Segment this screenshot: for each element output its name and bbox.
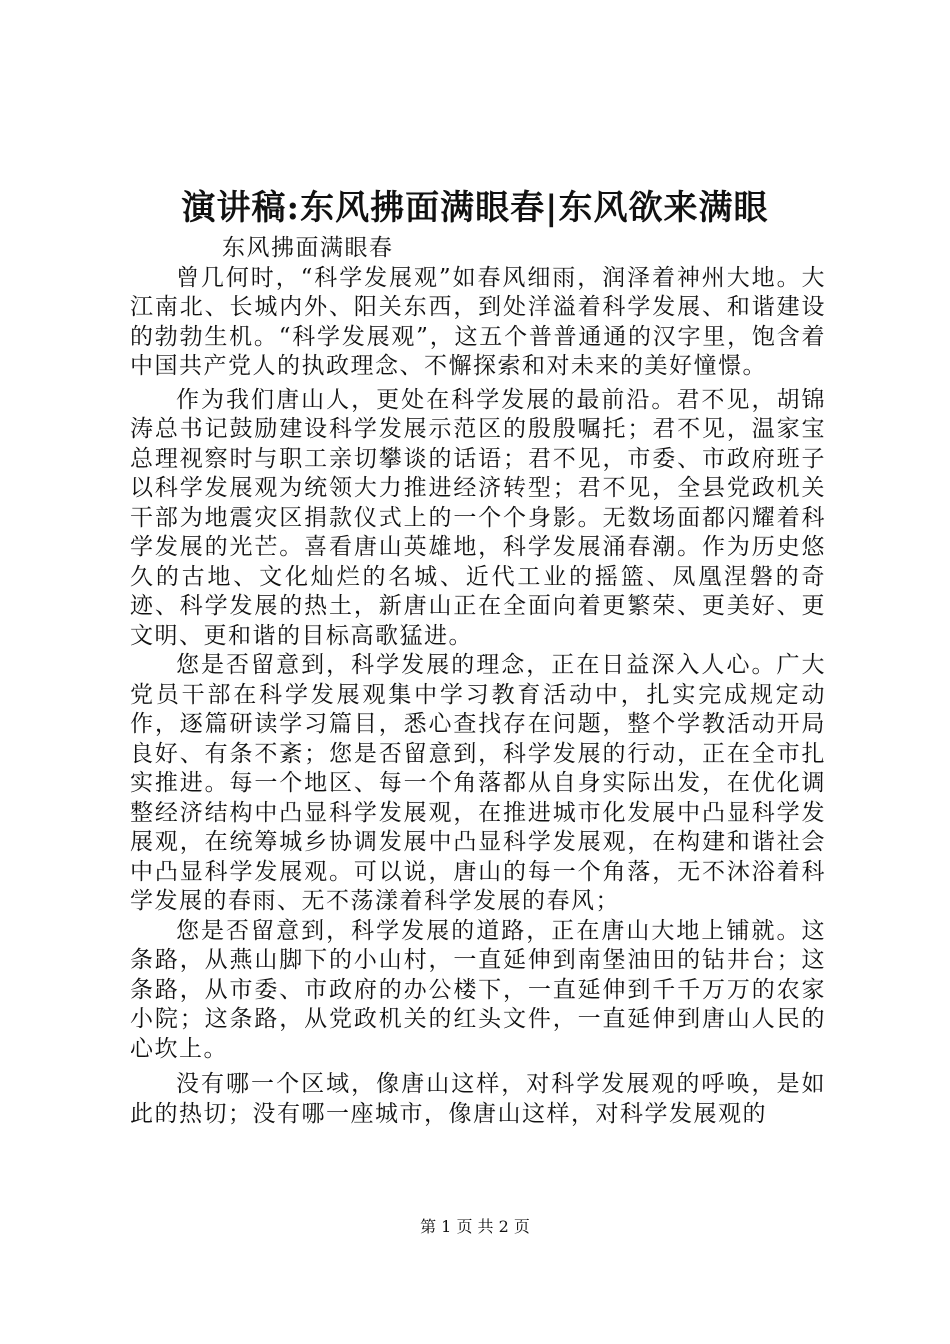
- document-subtitle: 东风拂面满眼春: [222, 235, 394, 261]
- paragraph: 您是否留意到，科学发展的道路，正在唐山大地上铺就。这条路，从燕山脚下的小山村，一直延伸到南堡油田的钻井台；这条路，从市委、市政府的办公楼下，一直延伸到千千万万的农家小院；这条路，从党政机关的红头文件，一直延伸到唐山人民的心坎上。: [130, 917, 826, 1062]
- paragraph: 作为我们唐山人，更处在科学发展的最前沿。君不见，胡锦涛总书记鼓励建设科学发展示范区的殷殷嘱托；君不见，温家宝总理视察时与职工亲切攀谈的话语；君不见，市委、市政府班子以科学发展观为统领大力推进经济转型；君不见，全县党政机关干部为地震灾区捐款仪式上的一个个身影。无数场面都闪耀着科学发展的光芒。喜看唐山英雄地，科学发展涌春潮。作为历史悠久的古地、文化灿烂的名城、近代工业的摇篮、凤凰涅磐的奇迹、科学发展的热土，新唐山正在全面向着更繁荣、更美好、更文明、更和谐的目标高歌猛进。: [130, 386, 826, 649]
- page-footer: 第 1 页 共 2 页: [420, 1217, 530, 1236]
- document-body: [130, 234, 826, 1129]
- paragraph: 曾几何时，“科学发展观”如春风细雨，润泽着神州大地。大江南北、长城内外、阳关东西，到处洋溢着科学发展、和谐建设的勃勃生机。“科学发展观”，这五个普普通通的汉字里，饱含着中国共产党人的执政理念、不懈探索和对未来的美好憧憬。: [130, 264, 826, 379]
- document-title: 演讲稿:东风拂面满眼春|东风欲来满眼: [181, 188, 769, 228]
- paragraph: 没有哪一个区域，像唐山这样，对科学发展观的呼唤，是如此的热切；没有哪一座城市，像唐山这样，对科学发展观的: [130, 1071, 826, 1127]
- paragraph: 您是否留意到，科学发展的理念，正在日益深入人心。广大党员干部在科学发展观集中学习教育活动中，扎实完成规定动作，逐篇研读学习篇目，悉心查找存在问题，整个学教活动开局良好、有条不紊；您是否留意到，科学发展的行动，正在全市扎实推进。每一个地区、每一个角落都从自身实际出发，在优化调整经济结构中凸显科学发展观，在推进城市化发展中凸显科学发展观，在统筹城乡协调发展中凸显科学发展观，在构建和谐社会中凸显科学发展观。可以说，唐山的每一个角落，无不沐浴着科学发展的春雨、无不荡漾着科学发展的春风；: [130, 652, 826, 914]
